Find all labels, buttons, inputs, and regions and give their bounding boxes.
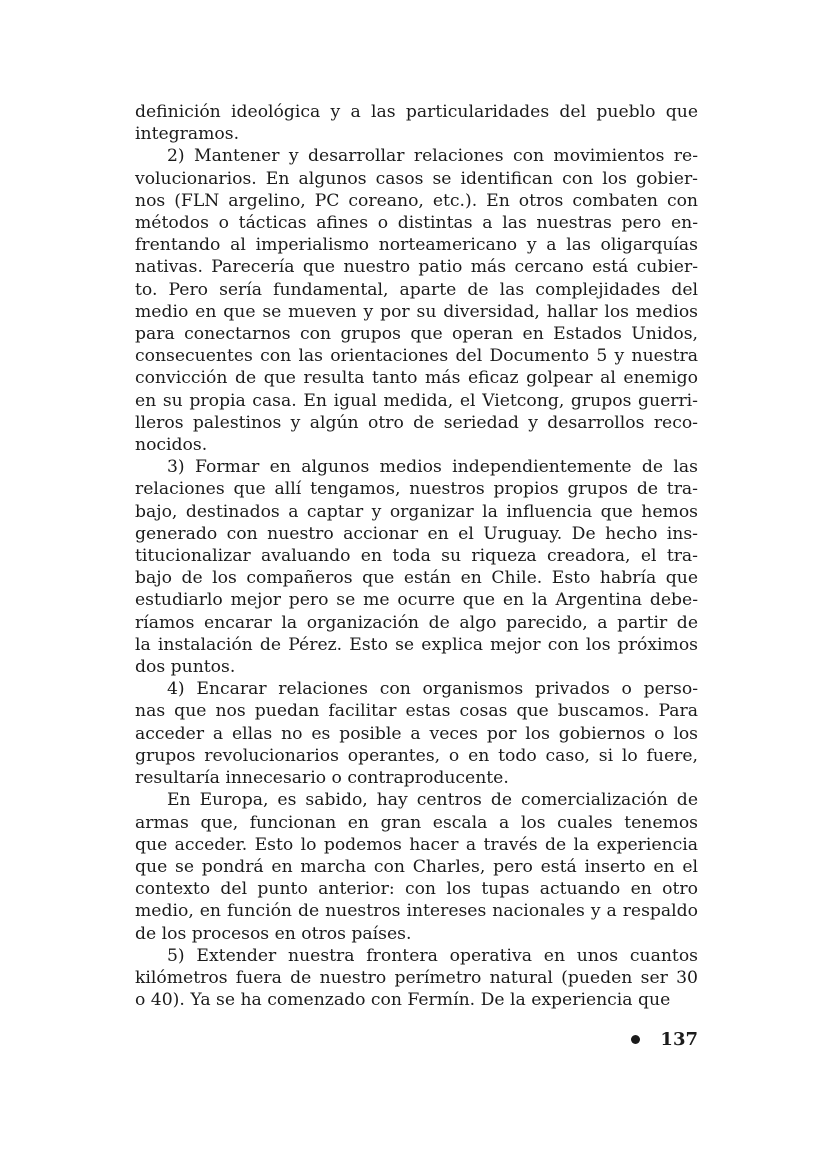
text-line: generado con nuestro accionar en el Uruguay. De hecho ins- [135,523,698,544]
text-line: En Europa, es sabido, hay centros de comercialización de [167,790,698,811]
text-line: 2) Mantener y desarrollar relaciones con movimientos re- [167,146,698,167]
text-line: métodos o tácticas afines o distintas a las nuestras pero en- [135,213,698,234]
page-number: 137 [660,1028,698,1050]
text-line: contexto del punto anterior: con los tupas actuando en otro [135,879,698,900]
text-line: nos (FLN argelino, PC coreano, etc.). En otros combaten con [135,190,698,211]
text-line: acceder a ellas no es posible a veces por los gobiernos o los [135,723,698,744]
text-line: la instalación de Pérez. Esto se explica mejor con los próximos [135,634,698,655]
text-line: que se pondrá en marcha con Charles, pero está inserto en el [135,856,698,877]
page-footer [624,1026,698,1052]
text-line: lleros palestinos y algún otro de seriedad y desarrollos reco- [135,412,698,433]
text-line: consecuentes con las orientaciones del Documento 5 y nuestra [135,346,698,367]
text-line: resultaría innecesario o contraproducente. [135,768,509,789]
text-line: volucionarios. En algunos casos se identifican con los gobier- [135,168,698,189]
text-line: medio, en función de nuestros intereses nacionales y a respaldo [135,901,698,922]
text-line: bajo, destinados a captar y organizar la influencia que hemos [135,501,698,522]
text-line: de los procesos en otros países. [135,923,412,944]
text-line: en su propia casa. En igual medida, el Vietcong, grupos guerri- [135,390,698,411]
text-line: nativas. Parecería que nuestro patio más cercano está cubier- [135,257,698,278]
text-line: bajo de los compañeros que están en Chile. Esto habría que [135,568,698,589]
text-line: grupos revolucionarios operantes, o en todo caso, si lo fuere, [135,745,698,766]
text-line: estudiarlo mejor pero se me ocurre que en la Argentina debe- [135,590,698,611]
text-line: convicción de que resulta tanto más eficaz golpear al enemigo [135,368,698,389]
text-line: armas que, funcionan en gran escala a los cuales tenemos [135,812,698,833]
text-line: 4) Encarar relaciones con organismos privados o perso- [167,679,698,700]
bullet-icon [631,1035,640,1044]
text-line: nocidos. [135,435,208,456]
text-line: titucionalizar avaluando en toda su riqueza creadora, el tra- [135,546,698,567]
body-text [135,101,698,1011]
text-line: dos puntos. [135,657,236,678]
text-line: 5) Extender nuestra frontera operativa en unos cuantos [167,945,698,966]
text-line: o 40). Ya se ha comenzado con Fermín. De la experiencia que [135,990,671,1011]
text-line: medio en que se mueven y por su diversidad, hallar los medios [135,301,698,322]
text-line: relaciones que allí tengamos, nuestros propios grupos de tra- [135,479,698,500]
text-line: que acceder. Esto lo podemos hacer a través de la experiencia [135,834,698,855]
text-line: nas que nos puedan facilitar estas cosas que buscamos. Para [135,701,698,722]
text-line: definición ideológica y a las particularidades del pueblo que [135,102,698,122]
text-line: kilómetros fuera de nuestro perímetro natural (pueden ser 30 [135,967,698,988]
text-line: para conectarnos con grupos que operan en Estados Unidos, [135,324,698,345]
text-line: frentando al imperialismo norteamericano y a las oligarquías [135,235,698,256]
text-line: ríamos encarar la organización de algo parecido, a partir de [135,612,698,633]
text-line: to. Pero sería fundamental, aparte de las complejidades del [135,279,698,300]
text-line: 3) Formar en algunos medios independientemente de las [167,457,698,478]
text-line: integramos. [135,124,240,145]
